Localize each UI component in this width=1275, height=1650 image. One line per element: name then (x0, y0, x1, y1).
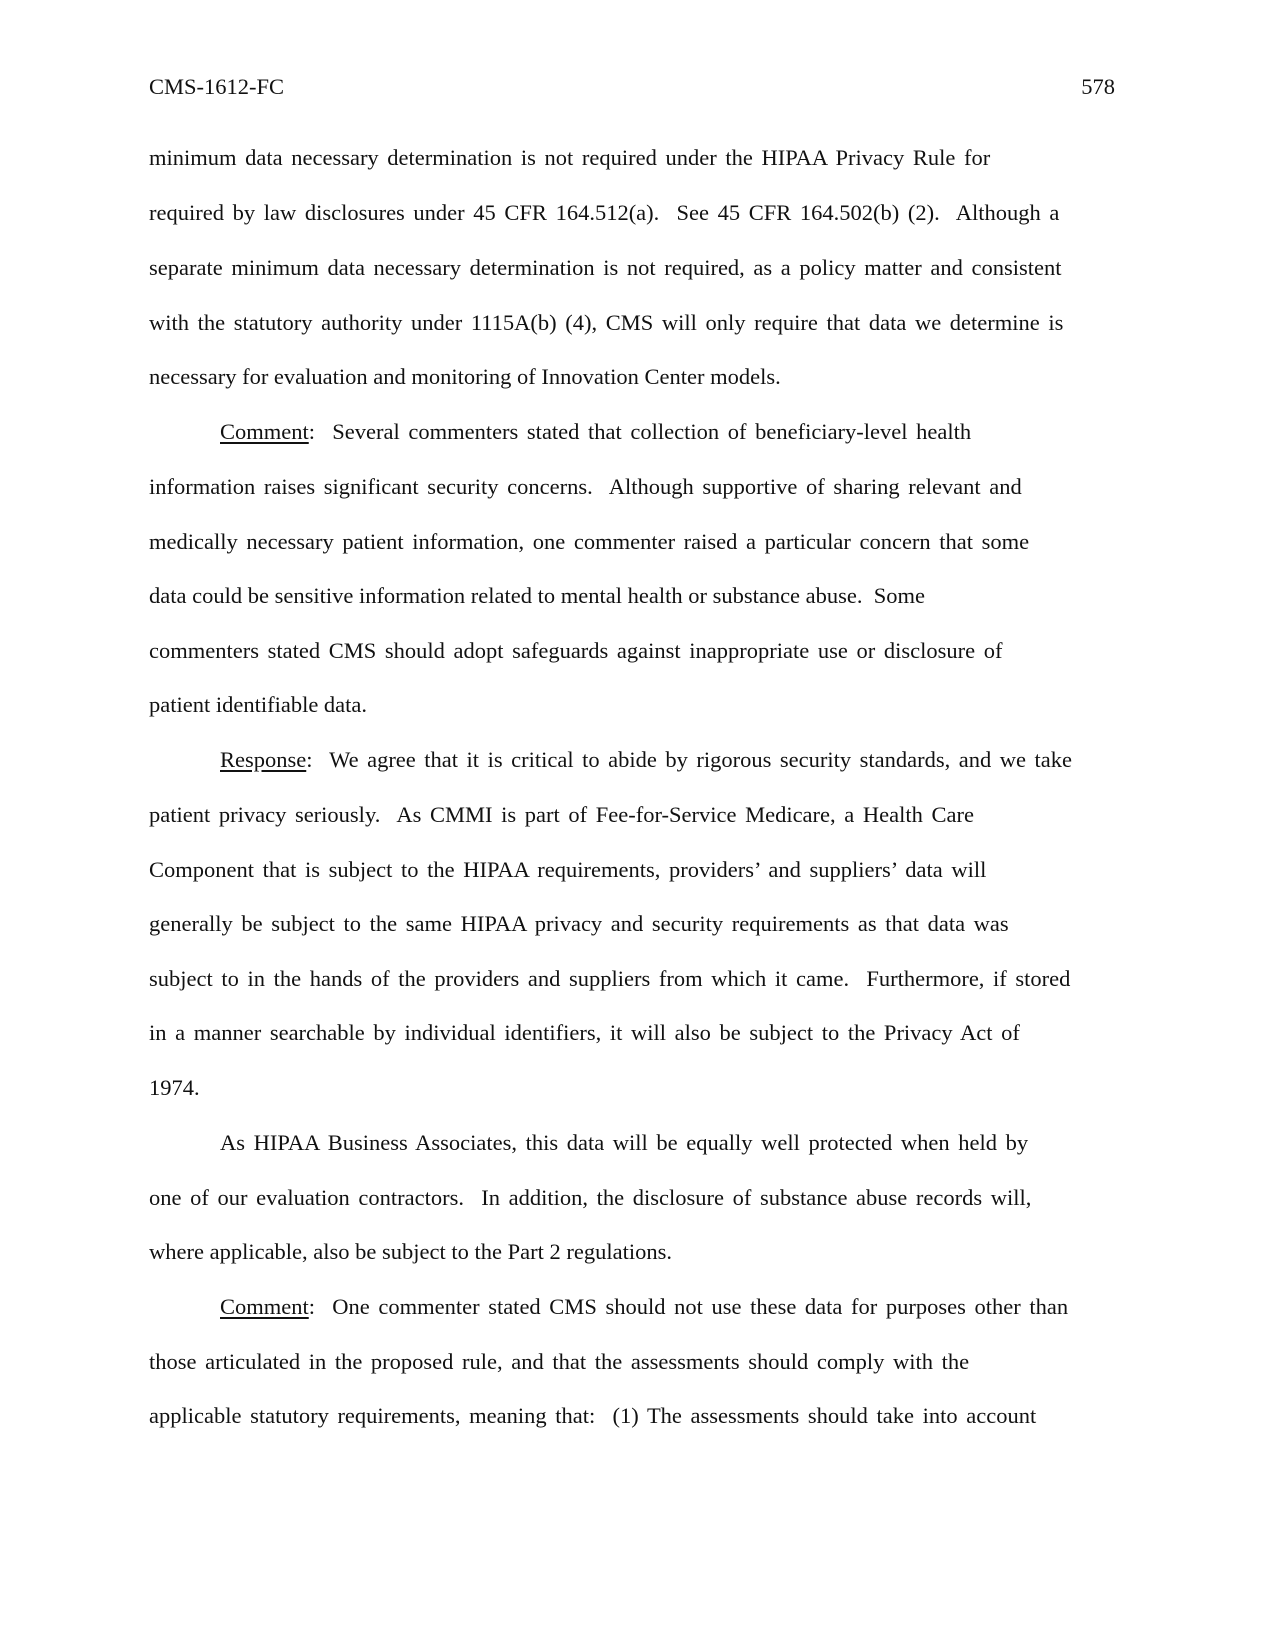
comment-label: Comment (220, 1294, 309, 1319)
text-line (149, 800, 974, 830)
line-text: commenters stated CMS should adopt safeguards against inappropriate use or disclosure of (149, 638, 1003, 663)
line-text: separate minimum data necessary determination is not required, as a policy matter and consistent (149, 255, 1062, 280)
line-text: in a manner searchable by individual identifiers, it will also be subject to the Privacy Act of (149, 1020, 1020, 1045)
text-line (149, 1073, 200, 1103)
text-line (149, 527, 1029, 557)
line-text: required by law disclosures under 45 CFR 164.512(a). See 45 CFR 164.502(b) (2). Although a (149, 200, 1060, 225)
text-line (149, 1237, 672, 1267)
text-line (149, 855, 986, 885)
comment-label: Comment (220, 419, 309, 444)
line-text: applicable statutory requirements, meaning that: (1) The assessments should take into account (149, 1403, 1037, 1428)
line-text: with the statutory authority under 1115A(b) (4), CMS will only require that data we determine is (149, 310, 1064, 335)
line-text: medically necessary patient information, one commenter raised a particular concern that some (149, 529, 1030, 554)
text-line (149, 636, 1002, 666)
text-line (149, 308, 1063, 338)
text-line (149, 253, 1061, 283)
text-line (149, 1347, 969, 1377)
text-line (149, 472, 1022, 502)
text-line (149, 1018, 1020, 1048)
line-text: 1974. (149, 1075, 200, 1100)
line-text: minimum data necessary determination is not required under the HIPAA Privacy Rule for (149, 145, 991, 170)
text-line (149, 1183, 1031, 1213)
document-id: CMS-1612-FC (149, 74, 285, 99)
text-line (220, 417, 971, 447)
text-line (149, 964, 1070, 994)
line-text: generally be subject to the same HIPAA privacy and security requirements as that data was (149, 911, 1009, 936)
line-text: where applicable, also be subject to the Part 2 regulations. (149, 1239, 672, 1264)
text-line (149, 690, 367, 720)
line-text: As HIPAA Business Associates, this data will be equally well protected when held by (220, 1130, 1029, 1155)
line-text: : We agree that it is critical to abide by rigorous security standards, and we take (306, 747, 1072, 772)
text-line (149, 581, 925, 611)
text-line (220, 745, 1072, 775)
line-text: data could be sensitive information related to mental health or substance abuse. Some (149, 583, 926, 608)
line-text: necessary for evaluation and monitoring of Innovation Center models. (149, 364, 781, 389)
line-text: Component that is subject to the HIPAA requirements, providers’ and suppliers’ data will (149, 857, 987, 882)
line-text: patient privacy seriously. As CMMI is part of Fee-for-Service Medicare, a Health Care (149, 802, 974, 827)
text-line (149, 362, 781, 392)
line-text: one of our evaluation contractors. In addition, the disclosure of substance abuse records will, (149, 1185, 1032, 1210)
text-line (220, 1292, 1068, 1322)
line-text: information raises significant security concerns. Although supportive of sharing relevant and (149, 474, 1022, 499)
text-line (220, 1128, 1028, 1158)
line-text: : Several commenters stated that collection of beneficiary-level health (308, 419, 972, 444)
line-text: : One commenter stated CMS should not use these data for purposes other than (308, 1294, 1069, 1319)
text-line (149, 1401, 1036, 1431)
page-number: 578 (1081, 74, 1115, 99)
line-text: those articulated in the proposed rule, and that the assessments should comply with the (149, 1349, 970, 1374)
page-header (149, 74, 1115, 104)
text-line (149, 909, 1009, 939)
text-line (149, 198, 1059, 228)
response-label: Response (220, 747, 307, 772)
line-text: patient identifiable data. (149, 692, 368, 717)
line-text: subject to in the hands of the providers and suppliers from which it came. Furthermore, if stored (149, 966, 1071, 991)
text-line (149, 143, 990, 173)
